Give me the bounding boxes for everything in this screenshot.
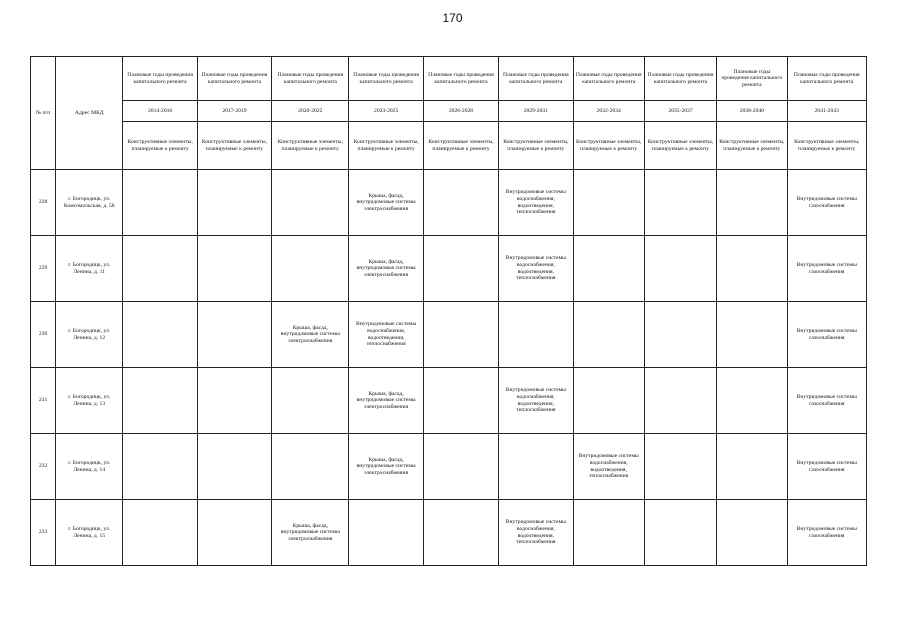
table-cell: [349, 500, 423, 566]
period-years-header: 2026-2028: [423, 101, 498, 122]
table-cell: [123, 368, 197, 434]
table-cell: Внутридомовые системы газоснабжения: [787, 302, 866, 368]
row-number: 228: [31, 170, 56, 236]
row-number: 233: [31, 500, 56, 566]
table-cell: [123, 434, 197, 500]
period-elements-header: Конструктивные элементы, планируемые к ремонту: [423, 122, 498, 170]
table-cell: [272, 170, 349, 236]
period-years-header: 2032-2034: [573, 101, 644, 122]
table-cell: [573, 368, 644, 434]
period-years-header: 2035-2037: [644, 101, 716, 122]
table-cell: [717, 500, 787, 566]
row-address: г. Богородицк, ул. Ленина, д. 14: [56, 434, 123, 500]
table-cell: [197, 236, 271, 302]
period-years-header: 2020-2022: [272, 101, 349, 122]
table-cell: [123, 302, 197, 368]
row-address: г. Богородицк, ул. Комсомольская, д. 58: [56, 170, 123, 236]
table-cell: Крыша, фасад, внутридомовые системы электроснабжения: [272, 302, 349, 368]
table-row: [31, 302, 867, 368]
capital-repair-schedule-table: [30, 56, 867, 566]
period-elements-header: Конструктивные элементы, планируемые к ремонту: [123, 122, 197, 170]
header-row-elements: [31, 122, 867, 170]
period-years-header: 2029-2031: [499, 101, 573, 122]
table-cell: [717, 302, 787, 368]
table-cell: [717, 170, 787, 236]
table-cell: [644, 434, 716, 500]
table-cell: [423, 302, 498, 368]
table-cell: [644, 236, 716, 302]
period-elements-header: Конструктивные элементы, планируемые к ремонту: [272, 122, 349, 170]
table-cell: [573, 302, 644, 368]
table-cell: [272, 434, 349, 500]
period-title-header: Плановые годы проведения капитального ремонта: [423, 57, 498, 101]
table-cell: Внутридомовые системы газоснабжения: [787, 236, 866, 302]
table-cell: Внутридомовые системы водоснабжения, водоотведения, теплоснабжения: [499, 236, 573, 302]
table-row: [31, 434, 867, 500]
table-cell: Внутридомовые системы водоснабжения, водоотведения, теплоснабжения: [349, 302, 423, 368]
row-number: 232: [31, 434, 56, 500]
table-cell: [272, 236, 349, 302]
period-years-header: 2023-2025: [349, 101, 423, 122]
table-cell: [717, 368, 787, 434]
period-elements-header: Конструктивные элементы, планируемые к ремонту: [499, 122, 573, 170]
num-column-header: № п/п: [31, 57, 56, 170]
table-cell: [644, 170, 716, 236]
table-cell: [644, 500, 716, 566]
period-title-header: Плановые годы проведения капитального ремонта: [123, 57, 197, 101]
period-title-header: Плановые годы проведения капитального ремонта: [197, 57, 271, 101]
table-cell: [423, 170, 498, 236]
row-address: г. Богородицк, ул. Ленина, д. 12: [56, 302, 123, 368]
period-years-header: 2017-2019: [197, 101, 271, 122]
table-row: [31, 236, 867, 302]
table-cell: [423, 368, 498, 434]
table-cell: [499, 434, 573, 500]
table-cell: Крыша, фасад, внутридомовые системы электроснабжения: [349, 434, 423, 500]
row-address: г. Богородицк, ул. Ленина, д. 11: [56, 236, 123, 302]
table-cell: [197, 302, 271, 368]
period-elements-header: Конструктивные элементы, планируемые к ремонту: [349, 122, 423, 170]
row-address: г. Богородицк, ул. Ленина, д. 13: [56, 368, 123, 434]
table-cell: [123, 170, 197, 236]
table-cell: Крыша, фасад, внутридомовые системы электроснабжения: [349, 368, 423, 434]
table-cell: [644, 368, 716, 434]
table-cell: [272, 368, 349, 434]
table-cell: [197, 500, 271, 566]
table-cell: Внутридомовые системы водоснабжения, водоотведения, теплоснабжения: [573, 434, 644, 500]
table-cell: [423, 500, 498, 566]
table-cell: Крыша, фасад, внутридомовые системы электроснабжения: [349, 170, 423, 236]
row-number: 229: [31, 236, 56, 302]
period-title-header: Плановые годы проведения капитального ремонта: [573, 57, 644, 101]
period-years-header: 2038-2040: [717, 101, 787, 122]
period-title-header: Плановые годы проведения капитального ремонта: [787, 57, 866, 101]
header-row-titles: [31, 57, 867, 101]
address-column-header: Адрес МКД: [56, 57, 123, 170]
row-address: г. Богородицк, ул. Ленина, д. 15: [56, 500, 123, 566]
table-cell: Внутридомовые системы газоснабжения: [787, 434, 866, 500]
table-cell: [573, 500, 644, 566]
table-cell: [573, 170, 644, 236]
table-cell: Внутридомовые системы водоснабжения, водоотведения, теплоснабжения: [499, 368, 573, 434]
table-row: [31, 500, 867, 566]
table-cell: Внутридомовые системы водоснабжения, водоотведения, теплоснабжения: [499, 500, 573, 566]
table-cell: [197, 170, 271, 236]
table-cell: Внутридомовые системы газоснабжения: [787, 500, 866, 566]
row-number: 230: [31, 302, 56, 368]
row-number: 231: [31, 368, 56, 434]
period-years-header: 2014-2016: [123, 101, 197, 122]
table-cell: [717, 434, 787, 500]
table-cell: [123, 236, 197, 302]
period-title-header: Плановые годы проведения капитального ремонта: [717, 57, 787, 101]
period-elements-header: Конструктивные элементы, планируемые к ремонту: [644, 122, 716, 170]
table-cell: [717, 236, 787, 302]
table-cell: [423, 434, 498, 500]
page-number: 170: [442, 11, 463, 25]
period-elements-header: Конструктивные элементы, планируемые к ремонту: [717, 122, 787, 170]
period-years-header: 2041-2043: [787, 101, 866, 122]
period-elements-header: Конструктивные элементы, планируемые к ремонту: [787, 122, 866, 170]
table-cell: Внутридомовые системы газоснабжения: [787, 368, 866, 434]
table-cell: [644, 302, 716, 368]
table-cell: Крыша, фасад, внутридомовые системы электроснабжения: [349, 236, 423, 302]
table-cell: [499, 302, 573, 368]
table-cell: [123, 500, 197, 566]
period-elements-header: Конструктивные элементы, планируемые к ремонту: [573, 122, 644, 170]
table-cell: Внутридомовые системы газоснабжения: [787, 170, 866, 236]
header-row-years: [31, 101, 867, 122]
table-row: [31, 368, 867, 434]
table-cell: [423, 236, 498, 302]
table-cell: [197, 434, 271, 500]
table-row: [31, 170, 867, 236]
table-cell: Крыша, фасад, внутридомовые системы электроснабжения: [272, 500, 349, 566]
table-cell: [197, 368, 271, 434]
period-title-header: Плановые годы проведения капитального ремонта: [272, 57, 349, 101]
period-title-header: Плановые годы проведения капитального ремонта: [349, 57, 423, 101]
table-cell: Внутридомовые системы водоснабжения, водоотведения, теплоснабжения: [499, 170, 573, 236]
period-title-header: Плановые годы проведения капитального ремонта: [644, 57, 716, 101]
period-elements-header: Конструктивные элементы, планируемые к ремонту: [197, 122, 271, 170]
period-title-header: Плановые годы проведения капитального ремонта: [499, 57, 573, 101]
table-cell: [573, 236, 644, 302]
